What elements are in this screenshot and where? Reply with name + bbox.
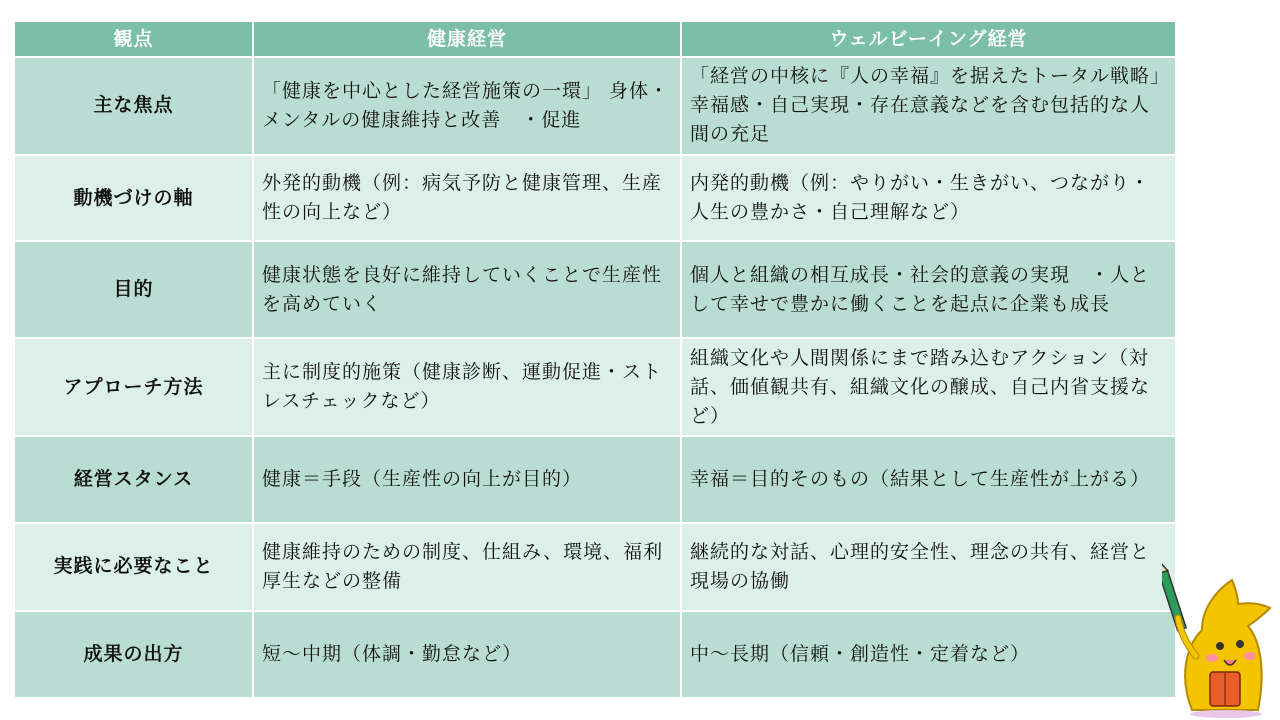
comparison-table	[13, 20, 1181, 699]
table-row	[14, 338, 1176, 436]
aspect-cell: 主な焦点	[14, 57, 253, 155]
health-cell: 「健康を中心とした経営施策の一環」 身体・メンタルの健康維持と改善 ・促進	[253, 57, 681, 155]
health-cell: 主に制度的施策（健康診断、運動促進・ストレスチェックなど）	[253, 338, 681, 436]
wellbeing-cell: 組織文化や人間関係にまで踏み込むアクション（対話、価値観共有、組織文化の醸成、自己内省支援など）	[681, 338, 1176, 436]
header-aspect: 観点	[14, 21, 253, 57]
table-row	[14, 436, 1176, 523]
health-cell: 健康状態を良好に維持していくことで生産性を高めていく	[253, 241, 681, 338]
health-cell: 健康＝手段（生産性の向上が目的）	[253, 436, 681, 523]
wellbeing-cell: 継続的な対話、心理的安全性、理念の共有、経営と現場の協働	[681, 523, 1176, 612]
table-row	[14, 523, 1176, 612]
table-row	[14, 241, 1176, 338]
aspect-cell: 成果の出方	[14, 611, 253, 698]
aspect-cell: 動機づけの軸	[14, 155, 253, 242]
header-wellbeing-management: ウェルビーイング経営	[681, 21, 1176, 57]
yellow-mascot-with-pencil-icon	[1162, 560, 1280, 720]
table-row	[14, 611, 1176, 698]
wellbeing-cell: 中～長期（信頼・創造性・定着など）	[681, 611, 1176, 698]
wellbeing-cell: 「経営の中核に『人の幸福』を据えたトータル戦略」 幸福感・自己実現・存在意義などを含む包括的な人間の充足	[681, 57, 1176, 155]
table-row	[14, 57, 1176, 155]
aspect-cell: 目的	[14, 241, 253, 338]
aspect-cell: 実践に必要なこと	[14, 523, 253, 612]
header-row	[14, 21, 1176, 57]
wellbeing-cell: 内発的動機（例：やりがい・生きがい、つながり・人生の豊かさ・自己理解など）	[681, 155, 1176, 242]
health-cell: 外発的動機（例：病気予防と健康管理、生産性の向上など）	[253, 155, 681, 242]
wellbeing-cell: 個人と組織の相互成長・社会的意義の実現 ・人として幸せで豊かに働くことを起点に企業も成長	[681, 241, 1176, 338]
wellbeing-cell: 幸福＝目的そのもの（結果として生産性が上がる）	[681, 436, 1176, 523]
header-health-management: 健康経営	[253, 21, 681, 57]
health-cell: 健康維持のための制度、仕組み、環境、福利厚生などの整備	[253, 523, 681, 612]
aspect-cell: アプローチ方法	[14, 338, 253, 436]
aspect-cell: 経営スタンス	[14, 436, 253, 523]
health-cell: 短～中期（体調・勤怠など）	[253, 611, 681, 698]
table-row	[14, 155, 1176, 242]
